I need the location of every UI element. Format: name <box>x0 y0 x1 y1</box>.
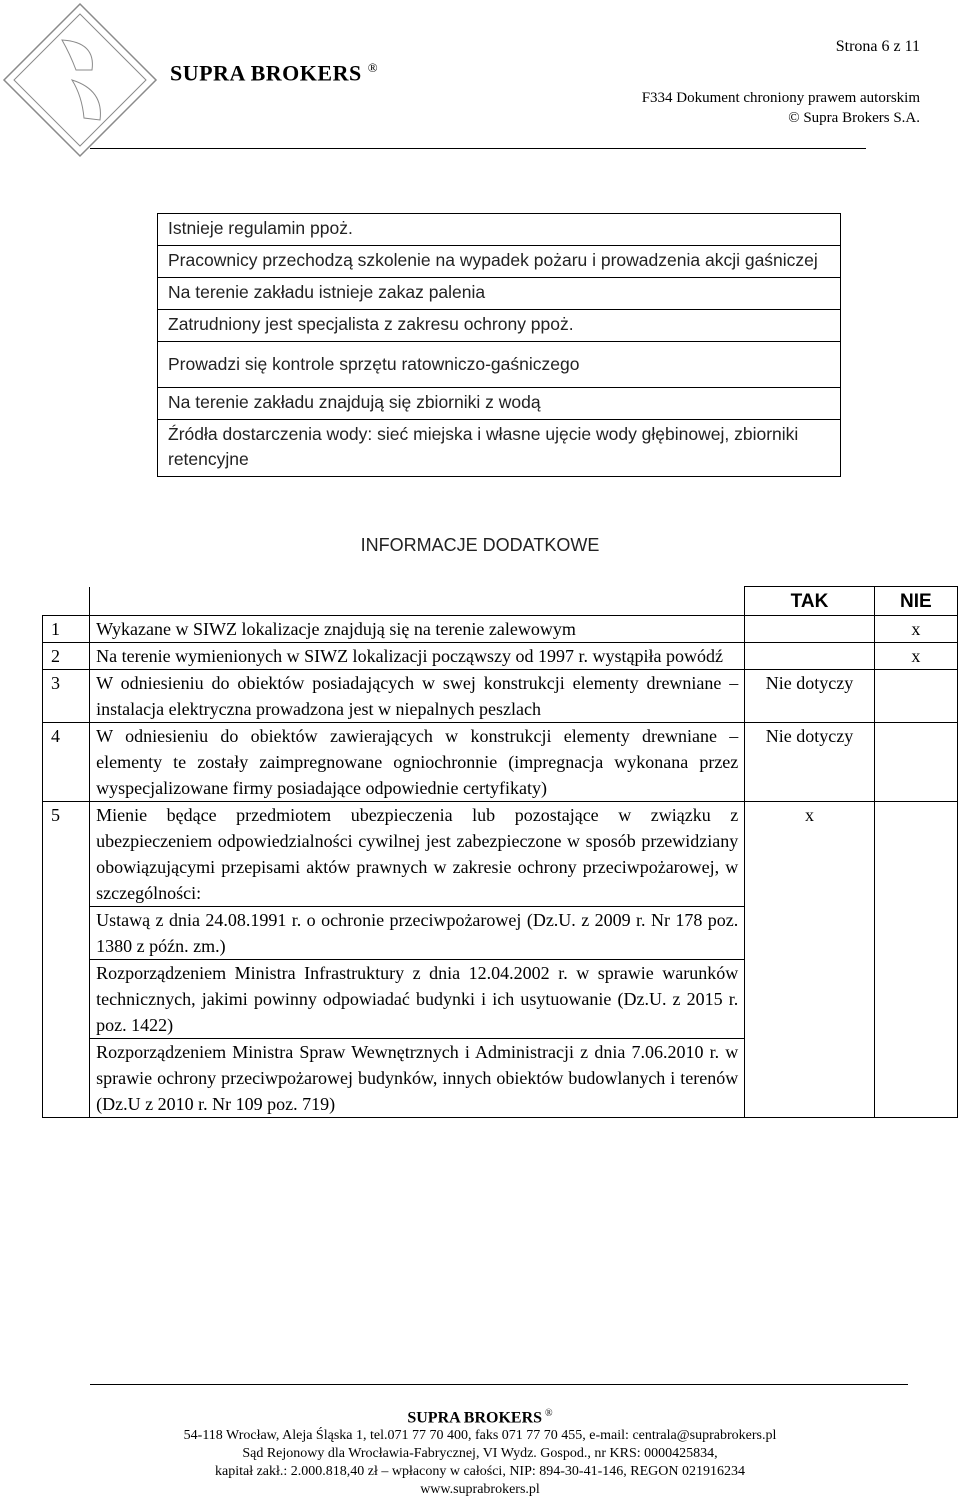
column-header-tak: TAK <box>745 587 874 616</box>
footer-court-registry: Sąd Rejonowy dla Wrocławia-Fabrycznej, VI Wydz. Gospod., nr KRS: 0000425834, <box>242 1446 718 1462</box>
nie-cell: x <box>874 616 957 643</box>
table-cell: Istnieje regulamin ppoż. <box>158 214 841 246</box>
nie-cell <box>874 670 957 723</box>
table-row <box>158 214 841 246</box>
legal-act-item: Rozporządzeniem Ministra Spraw Wewnętrznych i Administracji z dnia 7.06.2010 r. w sprawie ochrony przeciwpożarowej budynków, innych obiektów budowlanych i terenów (Dz.U z 2010 r. Nr 109 poz. 719) <box>90 1038 744 1117</box>
row-number: 2 <box>43 643 90 670</box>
table-row <box>158 310 841 342</box>
header-blank <box>43 587 90 616</box>
table-row <box>158 278 841 310</box>
table-cell: Źródła dostarczenia wody: sieć miejska i własne ujęcie wody głębinowej, zbiorniki retencyjne <box>158 420 841 477</box>
fire-safety-table <box>157 213 841 477</box>
table-row <box>158 342 841 388</box>
table-header-row <box>43 587 958 616</box>
row-number: 5 <box>43 802 90 1118</box>
footer-divider <box>90 1384 908 1385</box>
table-row <box>158 246 841 278</box>
row-text: Wykazane w SIWZ lokalizacje znajdują się na terenie zalewowym <box>90 616 745 643</box>
table-cell: Prowadzi się kontrole sprzętu ratowniczo-gaśniczego <box>158 342 841 388</box>
row-text: Mienie będące przedmiotem ubezpieczenia lub pozostające w związku z ubezpieczeniem odpowiedzialności cywilnej jest zabezpieczone w sposób przewidziany obowiązującymi przepisami aktów prawnych w zakresie ochrony przeciwpożarowej, w szczególności: <box>96 805 739 903</box>
row-number: 3 <box>43 670 90 723</box>
table-cell: Na terenie zakładu znajdują się zbiorniki z wodą <box>158 388 841 420</box>
diamond-logo-icon <box>0 0 160 160</box>
table-row <box>43 723 958 802</box>
row-text: W odniesieniu do obiektów posiadających w swej konstrukcji elementy drewniane – instalacja elektryczna prowadzona jest w niepalnych peszlach <box>90 670 745 723</box>
footer-address: 54-118 Wrocław, Aleja Śląska 1, tel.071 77 70 400, faks 071 77 70 455, e-mail: centrala@suprabrokers.pl <box>183 1428 777 1444</box>
table-row <box>158 420 841 477</box>
nie-cell <box>874 723 957 802</box>
table-cell: Pracownicy przechodzą szkolenie na wypadek pożaru i prowadzenia akcji gaśniczej <box>158 246 841 278</box>
row-text: W odniesieniu do obiektów zawierających w konstrukcji elementy drewniane – elementy te zostały zaimpregnowane ogniochronnie (impregnacja wykonana przez wyspecjalizowane firmy posiadające odpowiednie certyfikaty) <box>90 723 745 802</box>
table-row <box>43 616 958 643</box>
legal-act-item: Ustawą z dnia 24.08.1991 r. o ochronie przeciwpożarowej (Dz.U. z 2009 r. Nr 178 poz. 1380 z późn. zm.) <box>90 906 744 959</box>
nie-cell: x <box>874 643 957 670</box>
footer <box>0 1405 960 1499</box>
row-text-with-subitems <box>90 802 745 1118</box>
row-number: 4 <box>43 723 90 802</box>
tak-cell: Nie dotyczy <box>745 723 874 802</box>
table-row <box>43 670 958 723</box>
column-header-nie: NIE <box>874 587 957 616</box>
tak-cell: x <box>745 802 874 1118</box>
row-text: Na terenie wymienionych w SIWZ lokalizacji począwszy od 1997 r. wystąpiła powódź <box>90 643 745 670</box>
header-divider <box>90 148 866 149</box>
additional-info-table <box>42 586 958 1118</box>
copyright-line-2: © Supra Brokers S.A. <box>788 110 920 126</box>
header-blank <box>90 587 745 616</box>
copyright-line-1: F334 Dokument chroniony prawem autorskim <box>641 90 920 106</box>
registered-mark: ® <box>367 60 379 75</box>
tak-cell: Nie dotyczy <box>745 670 874 723</box>
footer-capital: kapitał zakł.: 2.000.818,40 zł – wpłacony w całości, NIP: 894-30-41-146, REGON 021916234 <box>215 1464 745 1480</box>
page-number: Strona 6 z 11 <box>835 38 920 55</box>
row-number: 1 <box>43 616 90 643</box>
copyright-note <box>642 88 920 128</box>
footer-brand: SUPRA BROKERS ® <box>407 1408 553 1427</box>
section-title: INFORMACJE DODATKOWE <box>360 535 600 555</box>
table-row <box>43 643 958 670</box>
table-cell: Zatrudniony jest specjalista z zakresu ochrony ppoż. <box>158 310 841 342</box>
tak-cell <box>745 643 874 670</box>
legal-act-item: Rozporządzeniem Ministra Infrastruktury z dnia 12.04.2002 r. w sprawie warunków technicznych, jakimi powinny odpowiadać budynki i ich usytuowanie (Dz.U. z 2015 r. poz. 1422) <box>90 959 744 1038</box>
registered-mark: ® <box>545 1408 553 1419</box>
table-row <box>43 802 958 1118</box>
footer-website: www.suprabrokers.pl <box>420 1482 540 1498</box>
table-row <box>158 388 841 420</box>
nie-cell <box>874 802 957 1118</box>
tak-cell <box>745 616 874 643</box>
table-cell: Na terenie zakładu istnieje zakaz palenia <box>158 278 841 310</box>
brand-name: SUPRA BROKERS ® <box>170 60 379 86</box>
